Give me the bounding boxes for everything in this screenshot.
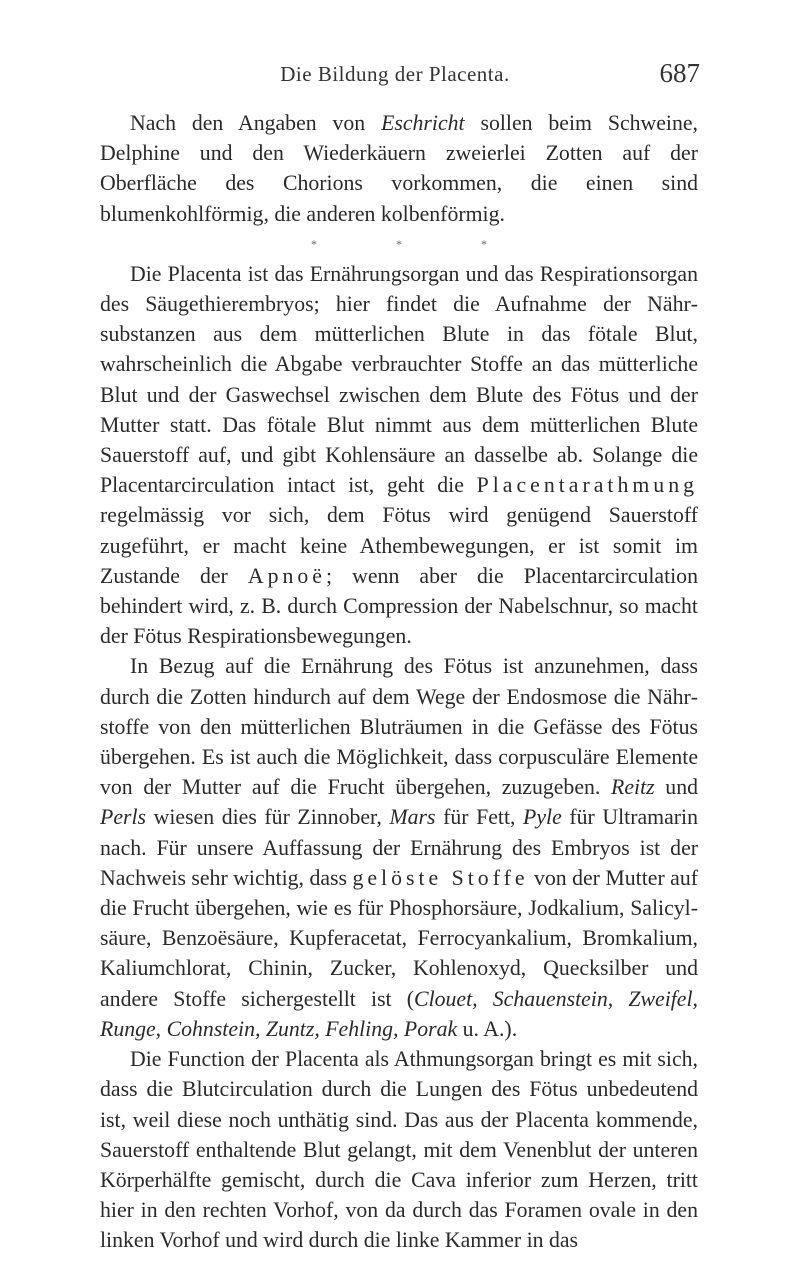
text-segment: ; wenn aber die Placentarcirculation behindert wird, z. B. durch Compression der Nabelschnur, so macht der Fötus Respirationsbewegungen. — [100, 563, 698, 649]
text-segment: regelmässig vor sich, dem Fötus wird genügend Sauerstoff zugeführt, er macht keine Athembewegungen, er ist somit im Zustande der — [100, 503, 698, 588]
author-name: Perls — [100, 805, 147, 830]
text-segment: für Ultramarin nach. Für unsere Auffassung der Ernährung des Embryos ist der Nachweis sehr wichtig, dass — [100, 805, 698, 890]
text-segment: Nach den Angaben von — [130, 111, 382, 135]
author-name: Pyle — [523, 805, 562, 830]
body-text — [100, 108, 698, 1256]
author-list: Clouet, Schauenstein, Zweifel, Runge, Cohnstein, Zuntz, Fehling, Porak — [100, 986, 698, 1041]
text-segment: und — [654, 775, 698, 800]
text-segment: wiesen dies für Zinnober, — [146, 805, 390, 830]
section-break-asterisks: * * * — [311, 236, 525, 251]
spaced-term: gelöste Stoffe — [352, 865, 529, 890]
paragraph-nutrition — [100, 651, 698, 1044]
author-name: Eschricht — [381, 111, 465, 135]
text-segment: u. A.). — [457, 1016, 518, 1041]
text-segment: sollen beim Schweine, Delphine und den Wiederkäuern zweierlei Zotten auf der Oberfläche des Chorions vorkommen, die einen sind blumenkohlförmig, die anderen kolbenförmig. — [100, 111, 699, 226]
text-segment: Die Placenta ist das Ernährungsorgan und das Respirationsorgan des Säugethierembryos; hier findet die Aufnahme der Nährsubstanzen aus dem mütterlichen Blute in das fötale Blut, wahrscheinlich die Abgabe verbrauchter Stoffe an das mütterliche Blut und der Gaswechsel zwischen dem Blute des Fötus und der Mutter statt. Das fötale Blut nimmt aus dem mütterlichen Blute Sauerstoff auf, und gibt Kohlensäure an dasselbe ab. Solange die Placentarcirculation intact ist, geht die — [100, 261, 698, 498]
paragraph-respiration — [100, 1044, 698, 1255]
spaced-term: Placentarathmung — [476, 473, 698, 498]
author-name: Reitz — [611, 775, 655, 800]
spaced-term: Apnoë — [247, 563, 326, 588]
paragraph-placenta-function — [100, 259, 698, 652]
running-head — [90, 58, 700, 94]
text-segment: In Bezug auf die Ernährung des Fötus ist anzunehmen, dass durch die Zotten hindurch auf dem Wege der Endosmose die Nährstoffe von den mütterlichen Bluträumen in die Gefässe des Fötus übergehen. Es ist auch die Möglichkeit, dass corpusculäre Elemente von der Mutter auf die Frucht übergehen, zuzugeben. — [100, 654, 698, 800]
text-segment: für Fett, — [435, 805, 524, 830]
paragraph-eschricht — [100, 108, 698, 229]
text-segment: von der Mutter auf die Frucht übergehen, wie es für Phosphorsäure, Jodkalium, Salicylsäure, Benzoësäure, Kupferacetat, Ferrocyankalium, Bromkalium, Kaliumchlorat, Chinin, Zucker, Kohlenoxyd, Quecksilber und andere Stoffe sichergestellt ist ( — [100, 865, 699, 1011]
page-number: 687 — [659, 58, 700, 88]
author-name: Mars — [389, 805, 436, 830]
running-title: Die Bildung der Placenta. — [280, 62, 510, 86]
text-segment: Die Function der Placenta als Athmungsorgan bringt es mit sich, dass die Blutcirculation durch die Lungen des Fötus unbedeutend ist, weil diese noch unthätig sind. Das aus der Placenta kommende, Sauerstoff enthaltende Blut gelangt, mit dem Venenblut der unteren Körperhälfte gemischt, durch die Cava inferior zum Herzen, tritt hier in den rechten Vorhof, von da durch das Foramen ovale in den linken Vorhof und wird durch die linke Kammer in das — [100, 1047, 698, 1253]
